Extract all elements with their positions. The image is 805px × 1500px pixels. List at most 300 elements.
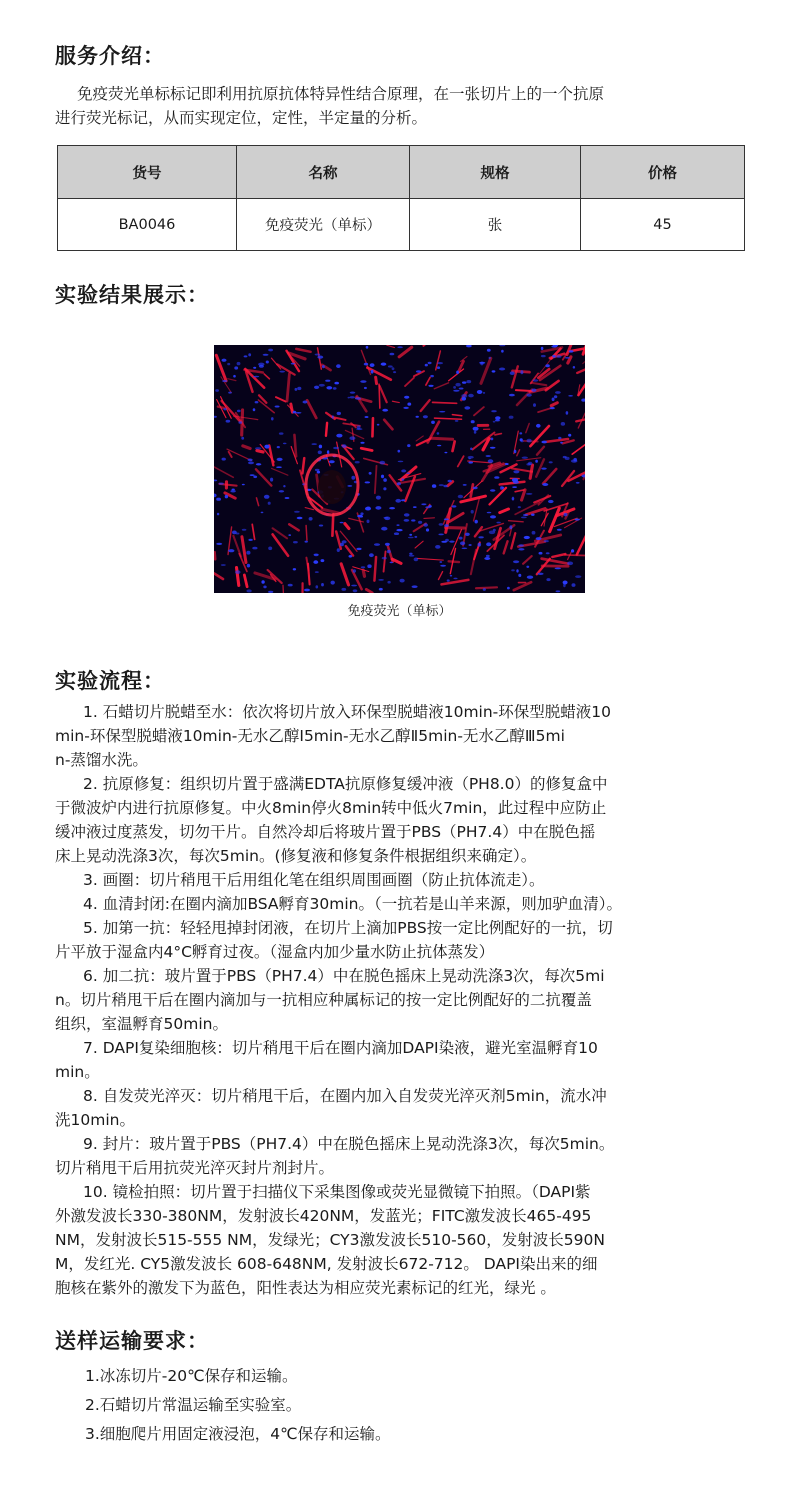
nucleus <box>403 407 409 409</box>
nucleus <box>268 547 272 551</box>
nucleus <box>315 354 321 356</box>
nucleus <box>367 520 370 524</box>
nucleus <box>545 364 549 367</box>
nucleus <box>549 461 553 463</box>
nucleus <box>401 478 404 481</box>
nucleus <box>520 370 523 374</box>
nucleus <box>573 458 577 462</box>
nucleus <box>222 380 227 382</box>
protocol-step-5-line: 5. 加第一抗：轻轻甩掉封闭液，在切片上滴加PBS按一定比例配好的一抗，切 <box>83 919 613 937</box>
nucleus <box>227 363 230 365</box>
nucleus <box>548 500 554 503</box>
nucleus <box>355 397 361 400</box>
nucleus <box>414 536 417 538</box>
nucleus <box>524 536 530 539</box>
nucleus <box>215 389 219 392</box>
figure-caption: 免疫荧光（单标） <box>347 604 452 619</box>
signal-fiber <box>215 552 216 559</box>
nucleus <box>495 419 500 421</box>
protocol-step-8-line: 8. 自发荧光淬灭：切片稍甩干后，在圈内加入自发荧光淬灭剂5min，流水冲 <box>83 1087 607 1105</box>
nucleus <box>438 534 443 536</box>
nucleus <box>414 558 419 562</box>
nucleus <box>450 575 452 577</box>
nucleus <box>471 420 475 423</box>
protocol-step-6-line: n。切片稍甩干后在圈内滴加与一抗相应种属标记的按一定比例配好的二抗覆盖 <box>55 991 592 1009</box>
nucleus <box>479 362 485 364</box>
nucleus <box>488 459 494 463</box>
nucleus <box>268 502 271 505</box>
nucleus <box>331 581 335 585</box>
nucleus <box>397 482 401 485</box>
nucleus <box>496 522 500 524</box>
protocol-step-4-line: 4. 血清封闭:在圈内滴加BSA孵育30min。（一抗若是山羊来源，则加驴血清）。 <box>83 895 622 913</box>
signal-fiber <box>516 390 532 391</box>
nucleus <box>312 443 317 445</box>
nucleus <box>573 366 575 369</box>
nucleus <box>437 366 440 369</box>
product-table <box>57 145 745 251</box>
nucleus <box>432 484 436 488</box>
nucleus <box>304 589 310 592</box>
nucleus <box>261 512 264 514</box>
nucleus <box>447 579 450 581</box>
nucleus <box>491 410 497 412</box>
nucleus <box>228 549 234 552</box>
nucleus <box>232 489 235 491</box>
nucleus <box>222 359 227 362</box>
nucleus <box>439 411 445 413</box>
protocol-step-1-line: 1. 石蜡切片脱蜡至水：依次将切片放入环保型脱蜡液10min-环保型脱蜡液10 <box>83 703 611 721</box>
nucleus <box>404 396 409 399</box>
nucleus <box>314 386 319 389</box>
protocol-step-7-line: min。 <box>55 1063 100 1081</box>
nucleus <box>383 478 387 482</box>
nucleus <box>303 401 308 404</box>
nucleus <box>437 362 443 364</box>
nucleus <box>429 505 432 508</box>
cell-price: 45 <box>581 199 745 251</box>
nucleus <box>285 497 290 499</box>
nucleus <box>459 388 464 390</box>
nucleus <box>216 543 222 545</box>
nucleus <box>349 555 353 558</box>
nucleus <box>519 432 522 434</box>
nucleus <box>490 489 495 491</box>
signal-fiber <box>565 555 585 556</box>
nucleus <box>398 450 401 453</box>
nucleus <box>470 448 472 451</box>
nucleus <box>425 364 428 367</box>
nucleus <box>275 406 280 408</box>
nucleus <box>279 490 284 492</box>
nucleus <box>486 542 491 546</box>
nucleus <box>564 513 568 516</box>
nucleus <box>237 410 241 413</box>
nucleus <box>552 398 555 402</box>
nucleus <box>270 478 273 482</box>
nucleus <box>396 524 399 526</box>
nucleus <box>319 384 325 387</box>
nucleus <box>317 471 320 474</box>
nucleus <box>444 524 449 527</box>
nucleus <box>279 432 284 434</box>
nucleus <box>317 356 323 359</box>
nucleus <box>315 571 319 573</box>
nucleus <box>294 511 300 513</box>
nucleus <box>512 486 517 488</box>
nucleus <box>268 591 273 593</box>
nucleus <box>271 417 274 420</box>
nucleus <box>221 564 226 566</box>
nucleus <box>392 367 395 370</box>
nucleus <box>423 523 428 527</box>
nucleus <box>279 371 285 373</box>
nucleus <box>341 588 346 591</box>
nucleus <box>557 529 562 531</box>
nucleus <box>428 362 432 364</box>
nucleus <box>350 392 356 394</box>
nucleus <box>453 578 457 580</box>
nucleus <box>250 474 255 476</box>
nucleus <box>277 458 283 461</box>
nucleus <box>575 519 580 521</box>
nucleus <box>513 481 519 484</box>
fluorescence-micrograph <box>214 345 585 593</box>
nucleus <box>253 367 256 369</box>
nucleus <box>235 570 240 574</box>
nucleus <box>253 376 259 378</box>
nucleus <box>394 532 399 535</box>
nucleus <box>469 544 472 546</box>
signal-fiber <box>449 561 459 562</box>
nucleus <box>552 355 556 358</box>
transport-heading: 送样运输要求： <box>55 1329 209 1353</box>
nucleus <box>536 537 542 540</box>
nucleus <box>333 387 337 390</box>
nucleus <box>546 578 550 581</box>
nucleus <box>535 460 538 463</box>
nucleus <box>521 517 527 519</box>
nucleus <box>248 459 253 462</box>
service-heading: 服务介绍： <box>55 44 165 68</box>
nucleus <box>444 452 447 454</box>
nucleus <box>321 559 325 562</box>
nucleus <box>495 416 500 419</box>
nucleus <box>575 575 581 578</box>
nucleus <box>571 549 574 552</box>
nucleus <box>509 525 512 529</box>
protocol-step-9-line: 切片稍甩干后用抗荧光淬灭封片剂封片。 <box>55 1159 335 1177</box>
nucleus <box>468 461 473 463</box>
nucleus <box>483 392 485 394</box>
nucleus <box>247 564 250 568</box>
nucleus <box>569 350 574 352</box>
nucleus <box>468 394 474 398</box>
nucleus <box>387 550 391 554</box>
nucleus <box>537 573 543 575</box>
protocol-step-8-line: 洗10min。 <box>55 1111 135 1129</box>
nucleus <box>359 515 363 517</box>
nucleus <box>329 460 335 463</box>
nucleus <box>219 483 224 485</box>
nucleus <box>371 370 374 374</box>
nucleus <box>383 487 386 490</box>
nucleus <box>565 357 570 359</box>
intro-line-1: 免疫荧光单标标记即利用抗原抗体特异性结合原理，在一张切片上的一个抗原 <box>77 85 605 103</box>
nucleus <box>487 512 492 514</box>
nucleus <box>531 514 535 516</box>
nucleus <box>541 441 547 444</box>
nucleus <box>404 519 410 522</box>
nucleus <box>314 554 319 556</box>
nucleus <box>337 412 341 415</box>
nucleus <box>388 365 393 367</box>
nucleus <box>477 390 483 394</box>
nucleus <box>361 566 365 568</box>
nucleus <box>390 562 393 564</box>
nucleus <box>473 487 478 490</box>
signal-fiber <box>257 451 263 452</box>
signal-fiber <box>379 384 380 408</box>
protocol-step-2-line: 于微波炉内进行抗原修复。中火8min停火8min转中低火7min，此过程中应防止 <box>55 799 607 817</box>
nucleus <box>500 486 503 490</box>
nucleus <box>305 541 308 543</box>
results-heading: 实验结果展示： <box>55 283 209 307</box>
nucleus <box>431 421 435 424</box>
nucleus <box>380 461 386 465</box>
nucleus <box>492 370 496 372</box>
nucleus <box>266 361 269 364</box>
nucleus <box>233 375 236 378</box>
nucleus <box>246 589 251 592</box>
protocol-heading: 实验流程： <box>55 669 165 693</box>
nucleus <box>509 416 514 419</box>
nucleus <box>456 371 459 375</box>
nucleus <box>276 466 282 468</box>
signal-fiber <box>376 377 377 383</box>
nucleus <box>321 583 324 586</box>
nucleus <box>236 533 240 535</box>
nucleus <box>222 458 226 461</box>
signal-fiber <box>372 418 373 436</box>
signal-fiber <box>424 518 434 519</box>
nucleus <box>566 411 569 415</box>
nucleus <box>268 349 273 352</box>
transport-item: 1.冰冻切片-20℃保存和运输。 <box>85 1367 298 1385</box>
nucleus <box>533 403 536 407</box>
nucleus <box>357 425 361 429</box>
nucleus <box>507 587 510 590</box>
nucleus <box>516 569 518 572</box>
nucleus <box>322 365 325 368</box>
nucleus <box>374 543 380 546</box>
nucleus <box>353 589 358 592</box>
nucleus <box>360 512 363 515</box>
protocol-step-10-line: 外激发波长330-380NM，发射波长420NM，发蓝光；FITC激发波长465-495 <box>55 1207 592 1225</box>
nucleus <box>369 472 372 475</box>
nucleus <box>401 469 406 472</box>
signal-fiber <box>374 557 376 581</box>
nucleus <box>327 450 329 454</box>
nucleus <box>542 483 548 486</box>
nucleus <box>241 437 244 440</box>
nucleus <box>556 590 561 592</box>
nucleus <box>462 548 468 550</box>
header-name: 名称 <box>237 146 410 199</box>
header-spec: 规格 <box>410 146 581 199</box>
nucleus <box>385 543 390 546</box>
signal-fiber <box>306 525 307 540</box>
nucleus <box>366 346 369 349</box>
nucleus <box>455 383 460 387</box>
nucleus <box>309 517 313 521</box>
nucleus <box>568 395 573 397</box>
nucleus <box>283 485 285 487</box>
nucleus <box>381 475 384 479</box>
nucleus <box>277 446 280 448</box>
nucleus <box>510 371 515 375</box>
protocol-step-10-line: M，发红光. CY5激发波长 608-648NM, 发射波长672-712。 DAPI染出来的细 <box>55 1255 598 1273</box>
nucleus <box>293 568 296 570</box>
nucleus <box>293 541 298 543</box>
nucleus <box>334 382 339 385</box>
nucleus <box>533 379 538 381</box>
nucleus <box>449 541 455 543</box>
nucleus <box>489 357 491 359</box>
nucleus <box>396 529 402 531</box>
nucleus <box>288 584 293 587</box>
nucleus <box>389 507 395 509</box>
nucleus <box>382 409 388 412</box>
nucleus <box>244 355 248 357</box>
nucleus <box>522 457 528 459</box>
nucleus <box>397 346 403 348</box>
nucleus <box>441 541 447 543</box>
nucleus <box>296 412 302 414</box>
nucleus <box>430 375 434 377</box>
nucleus <box>463 484 467 486</box>
nucleus <box>347 485 352 487</box>
protocol-step-3-line: 3. 画圈：切片稍甩干后用组化笔在组织周围画圈（防止抗体流走）。 <box>83 871 545 889</box>
nucleus <box>336 434 342 438</box>
nucleus <box>518 506 521 508</box>
nucleus <box>238 421 242 424</box>
nucleus <box>453 386 456 389</box>
nucleus <box>509 394 515 397</box>
signal-fiber <box>476 587 497 588</box>
nucleus <box>297 517 303 519</box>
nucleus <box>253 408 256 411</box>
protocol-step-10-line: 胞核在紫外的激发下为蓝色，阳性表达为相应荧光素标记的红光，绿光 。 <box>55 1279 556 1297</box>
nucleus <box>228 392 232 394</box>
nucleus <box>376 496 381 500</box>
nucleus <box>319 525 323 527</box>
nucleus <box>355 461 360 463</box>
nucleus <box>395 499 401 503</box>
protocol-step-2-line: 缓冲液过度蒸发，切勿干片。自然冷却后将玻片置于PBS（PH7.4）中在脱色摇 <box>55 823 596 841</box>
nucleus <box>295 388 298 391</box>
nucleus <box>356 548 361 550</box>
nucleus <box>377 424 380 426</box>
nucleus <box>333 447 339 449</box>
nucleus <box>568 434 571 437</box>
nucleus <box>409 534 412 536</box>
nucleus <box>364 387 367 389</box>
nucleus <box>444 518 449 520</box>
nucleus <box>483 588 486 591</box>
nucleus <box>252 547 257 550</box>
nucleus <box>560 442 563 444</box>
nucleus <box>253 476 257 479</box>
nucleus <box>468 458 471 460</box>
nucleus <box>416 416 419 418</box>
header-item-no: 货号 <box>58 146 237 199</box>
nucleus <box>409 555 414 557</box>
nucleus <box>387 581 390 584</box>
nucleus <box>217 513 219 516</box>
nucleus <box>466 380 471 383</box>
nucleus <box>544 540 549 542</box>
nucleus <box>576 482 580 484</box>
nucleus <box>478 536 484 538</box>
nucleus <box>256 463 261 465</box>
nucleus <box>248 353 251 356</box>
nucleus <box>539 552 543 555</box>
nucleus <box>407 403 411 406</box>
nucleus <box>390 353 395 356</box>
header-price: 价格 <box>581 146 745 199</box>
nucleus <box>255 447 261 449</box>
nucleus <box>400 579 405 583</box>
nucleus <box>263 354 269 356</box>
nucleus <box>465 533 470 536</box>
nucleus <box>393 371 396 373</box>
nucleus <box>487 349 491 352</box>
nucleus <box>567 562 573 566</box>
nucleus <box>259 365 264 368</box>
nucleus <box>342 444 347 448</box>
nucleus <box>426 528 429 531</box>
nucleus <box>418 521 422 524</box>
nucleus <box>255 401 259 403</box>
nucleus <box>412 585 418 588</box>
nucleus <box>375 506 381 510</box>
nucleus <box>478 543 482 547</box>
nucleus <box>360 380 366 383</box>
nucleus <box>421 503 426 505</box>
nucleus <box>459 537 463 540</box>
protocol-step-7-line: 7. DAPI复染细胞核：切片稍甩干后在圈内滴加DAPI染液，避光室温孵育10 <box>83 1039 598 1057</box>
protocol-step-6-line: 组织，室温孵育50min。 <box>55 1015 228 1033</box>
nucleus <box>404 513 410 516</box>
nucleus <box>223 408 226 410</box>
nucleus <box>406 472 410 474</box>
nucleus <box>384 517 389 519</box>
nucleus <box>313 560 318 564</box>
nucleus <box>555 391 561 394</box>
nucleus <box>234 366 238 369</box>
nucleus <box>549 407 555 409</box>
nucleus <box>288 534 291 536</box>
nucleus <box>216 498 221 501</box>
nucleus <box>381 363 387 366</box>
nucleus <box>351 585 357 587</box>
nucleus <box>261 580 264 584</box>
nucleus <box>458 495 463 499</box>
nucleus <box>499 368 505 371</box>
nucleus <box>437 432 440 435</box>
nucleus <box>563 456 567 458</box>
